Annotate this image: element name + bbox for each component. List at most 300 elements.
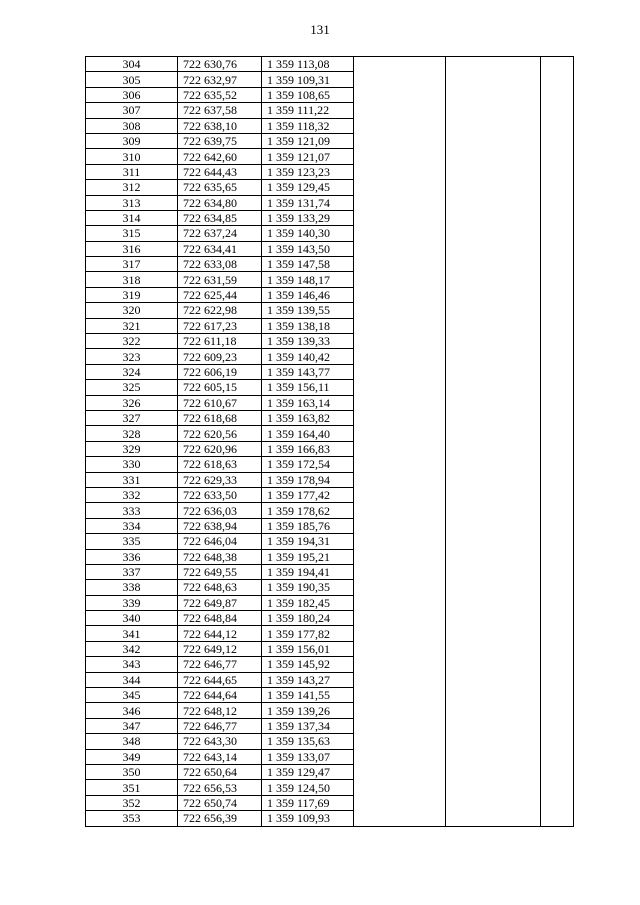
- point-number-cell: 309: [86, 133, 178, 148]
- y-coordinate-cell: 1 359 172,54: [262, 457, 354, 472]
- x-coordinate-cell: 722 646,77: [178, 718, 262, 733]
- empty-cell: [354, 764, 446, 779]
- x-coordinate-cell: 722 644,43: [178, 164, 262, 179]
- table-row: [86, 257, 574, 272]
- empty-cell: [446, 195, 541, 210]
- x-coordinate-cell: 722 611,18: [178, 334, 262, 349]
- empty-cell: [541, 472, 574, 487]
- empty-cell: [541, 241, 574, 256]
- table-row: [86, 641, 574, 656]
- empty-cell: [446, 703, 541, 718]
- y-coordinate-cell: 1 359 156,11: [262, 380, 354, 395]
- empty-cell: [446, 410, 541, 425]
- empty-cell: [541, 795, 574, 810]
- y-coordinate-cell: 1 359 148,17: [262, 272, 354, 287]
- empty-cell: [541, 349, 574, 364]
- y-coordinate-cell: 1 359 137,34: [262, 718, 354, 733]
- x-coordinate-cell: 722 634,85: [178, 210, 262, 225]
- y-coordinate-cell: 1 359 139,26: [262, 703, 354, 718]
- x-coordinate-cell: 722 620,96: [178, 441, 262, 456]
- point-number-cell: 339: [86, 595, 178, 610]
- empty-cell: [541, 318, 574, 333]
- empty-cell: [354, 133, 446, 148]
- x-coordinate-cell: 722 634,41: [178, 241, 262, 256]
- empty-cell: [446, 349, 541, 364]
- point-number-cell: 322: [86, 334, 178, 349]
- point-number-cell: 315: [86, 226, 178, 241]
- empty-cell: [354, 180, 446, 195]
- point-number-cell: 348: [86, 734, 178, 749]
- point-number-cell: 334: [86, 518, 178, 533]
- x-coordinate-cell: 722 646,77: [178, 657, 262, 672]
- y-coordinate-cell: 1 359 156,01: [262, 641, 354, 656]
- y-coordinate-cell: 1 359 177,82: [262, 626, 354, 641]
- empty-cell: [354, 641, 446, 656]
- table-row: [86, 503, 574, 518]
- y-coordinate-cell: 1 359 163,14: [262, 395, 354, 410]
- empty-cell: [541, 149, 574, 164]
- empty-cell: [354, 410, 446, 425]
- empty-cell: [541, 780, 574, 795]
- empty-cell: [541, 226, 574, 241]
- empty-cell: [541, 672, 574, 687]
- y-coordinate-cell: 1 359 129,47: [262, 764, 354, 779]
- empty-cell: [446, 118, 541, 133]
- y-coordinate-cell: 1 359 143,27: [262, 672, 354, 687]
- empty-cell: [541, 426, 574, 441]
- y-coordinate-cell: 1 359 190,35: [262, 580, 354, 595]
- empty-cell: [446, 580, 541, 595]
- y-coordinate-cell: 1 359 178,62: [262, 503, 354, 518]
- empty-cell: [541, 611, 574, 626]
- x-coordinate-cell: 722 648,38: [178, 549, 262, 564]
- empty-cell: [354, 457, 446, 472]
- point-number-cell: 308: [86, 118, 178, 133]
- table-row: [86, 580, 574, 595]
- empty-cell: [446, 380, 541, 395]
- point-number-cell: 324: [86, 364, 178, 379]
- y-coordinate-cell: 1 359 145,92: [262, 657, 354, 672]
- x-coordinate-cell: 722 648,84: [178, 611, 262, 626]
- table-row: [86, 334, 574, 349]
- x-coordinate-cell: 722 635,65: [178, 180, 262, 195]
- empty-cell: [446, 795, 541, 810]
- x-coordinate-cell: 722 643,14: [178, 749, 262, 764]
- empty-cell: [541, 580, 574, 595]
- table-row: [86, 518, 574, 533]
- point-number-cell: 321: [86, 318, 178, 333]
- empty-cell: [354, 564, 446, 579]
- y-coordinate-cell: 1 359 194,31: [262, 534, 354, 549]
- y-coordinate-cell: 1 359 117,69: [262, 795, 354, 810]
- x-coordinate-cell: 722 642,60: [178, 149, 262, 164]
- empty-cell: [446, 688, 541, 703]
- x-coordinate-cell: 722 637,58: [178, 103, 262, 118]
- empty-cell: [354, 626, 446, 641]
- table-row: [86, 118, 574, 133]
- point-number-cell: 316: [86, 241, 178, 256]
- y-coordinate-cell: 1 359 138,18: [262, 318, 354, 333]
- empty-cell: [446, 180, 541, 195]
- y-coordinate-cell: 1 359 109,93: [262, 811, 354, 826]
- empty-cell: [446, 133, 541, 148]
- empty-cell: [354, 734, 446, 749]
- empty-cell: [354, 287, 446, 302]
- empty-cell: [446, 318, 541, 333]
- empty-cell: [354, 472, 446, 487]
- empty-cell: [541, 57, 574, 72]
- point-number-cell: 314: [86, 210, 178, 225]
- x-coordinate-cell: 722 635,52: [178, 87, 262, 102]
- table-row: [86, 349, 574, 364]
- empty-cell: [446, 718, 541, 733]
- table-row: [86, 133, 574, 148]
- table-row: [86, 795, 574, 810]
- y-coordinate-cell: 1 359 135,63: [262, 734, 354, 749]
- empty-cell: [541, 87, 574, 102]
- point-number-cell: 318: [86, 272, 178, 287]
- empty-cell: [446, 780, 541, 795]
- point-number-cell: 347: [86, 718, 178, 733]
- table-row: [86, 564, 574, 579]
- empty-cell: [446, 441, 541, 456]
- point-number-cell: 306: [86, 87, 178, 102]
- empty-cell: [541, 164, 574, 179]
- x-coordinate-cell: 722 609,23: [178, 349, 262, 364]
- empty-cell: [541, 272, 574, 287]
- table-row: [86, 749, 574, 764]
- empty-cell: [446, 210, 541, 225]
- x-coordinate-cell: 722 622,98: [178, 303, 262, 318]
- x-coordinate-cell: 722 644,64: [178, 688, 262, 703]
- point-number-cell: 327: [86, 410, 178, 425]
- empty-cell: [354, 380, 446, 395]
- empty-cell: [354, 349, 446, 364]
- empty-cell: [541, 487, 574, 502]
- x-coordinate-cell: 722 606,19: [178, 364, 262, 379]
- point-number-cell: 331: [86, 472, 178, 487]
- empty-cell: [541, 657, 574, 672]
- point-number-cell: 349: [86, 749, 178, 764]
- empty-cell: [541, 103, 574, 118]
- y-coordinate-cell: 1 359 124,50: [262, 780, 354, 795]
- x-coordinate-cell: 722 650,74: [178, 795, 262, 810]
- table-row: [86, 426, 574, 441]
- point-number-cell: 350: [86, 764, 178, 779]
- empty-cell: [354, 149, 446, 164]
- x-coordinate-cell: 722 631,59: [178, 272, 262, 287]
- empty-cell: [541, 718, 574, 733]
- empty-cell: [541, 441, 574, 456]
- empty-cell: [541, 133, 574, 148]
- empty-cell: [354, 272, 446, 287]
- x-coordinate-cell: 722 648,63: [178, 580, 262, 595]
- y-coordinate-cell: 1 359 133,07: [262, 749, 354, 764]
- empty-cell: [354, 210, 446, 225]
- y-coordinate-cell: 1 359 194,41: [262, 564, 354, 579]
- point-number-cell: 342: [86, 641, 178, 656]
- empty-cell: [354, 487, 446, 502]
- empty-cell: [541, 626, 574, 641]
- empty-cell: [446, 241, 541, 256]
- empty-cell: [541, 734, 574, 749]
- table-row: [86, 395, 574, 410]
- point-number-cell: 351: [86, 780, 178, 795]
- empty-cell: [446, 57, 541, 72]
- empty-cell: [446, 87, 541, 102]
- point-number-cell: 335: [86, 534, 178, 549]
- y-coordinate-cell: 1 359 178,94: [262, 472, 354, 487]
- empty-cell: [446, 672, 541, 687]
- empty-cell: [541, 688, 574, 703]
- point-number-cell: 340: [86, 611, 178, 626]
- x-coordinate-cell: 722 633,50: [178, 487, 262, 502]
- empty-cell: [446, 164, 541, 179]
- y-coordinate-cell: 1 359 109,31: [262, 72, 354, 87]
- empty-cell: [354, 549, 446, 564]
- table-row: [86, 164, 574, 179]
- table-row: [86, 380, 574, 395]
- empty-cell: [541, 811, 574, 826]
- y-coordinate-cell: 1 359 147,58: [262, 257, 354, 272]
- point-number-cell: 320: [86, 303, 178, 318]
- x-coordinate-cell: 722 636,03: [178, 503, 262, 518]
- empty-cell: [354, 303, 446, 318]
- empty-cell: [354, 811, 446, 826]
- point-number-cell: 310: [86, 149, 178, 164]
- empty-cell: [354, 118, 446, 133]
- y-coordinate-cell: 1 359 140,30: [262, 226, 354, 241]
- x-coordinate-cell: 722 625,44: [178, 287, 262, 302]
- x-coordinate-cell: 722 630,76: [178, 57, 262, 72]
- empty-cell: [446, 226, 541, 241]
- x-coordinate-cell: 722 629,33: [178, 472, 262, 487]
- x-coordinate-cell: 722 617,23: [178, 318, 262, 333]
- y-coordinate-cell: 1 359 185,76: [262, 518, 354, 533]
- point-number-cell: 305: [86, 72, 178, 87]
- y-coordinate-cell: 1 359 129,45: [262, 180, 354, 195]
- empty-cell: [354, 518, 446, 533]
- empty-cell: [446, 487, 541, 502]
- x-coordinate-cell: 722 632,97: [178, 72, 262, 87]
- empty-cell: [541, 410, 574, 425]
- x-coordinate-cell: 722 618,68: [178, 410, 262, 425]
- table-row: [86, 734, 574, 749]
- empty-cell: [354, 257, 446, 272]
- point-number-cell: 352: [86, 795, 178, 810]
- empty-cell: [541, 210, 574, 225]
- empty-cell: [541, 380, 574, 395]
- point-number-cell: 312: [86, 180, 178, 195]
- point-number-cell: 307: [86, 103, 178, 118]
- y-coordinate-cell: 1 359 182,45: [262, 595, 354, 610]
- table-row: [86, 410, 574, 425]
- point-number-cell: 333: [86, 503, 178, 518]
- empty-cell: [354, 226, 446, 241]
- table-row: [86, 195, 574, 210]
- table-row: [86, 703, 574, 718]
- y-coordinate-cell: 1 359 139,33: [262, 334, 354, 349]
- empty-cell: [354, 595, 446, 610]
- empty-cell: [446, 564, 541, 579]
- table-row: [86, 441, 574, 456]
- empty-cell: [446, 626, 541, 641]
- x-coordinate-cell: 722 638,10: [178, 118, 262, 133]
- table-row: [86, 780, 574, 795]
- point-number-cell: 343: [86, 657, 178, 672]
- empty-cell: [446, 641, 541, 656]
- table-row: [86, 457, 574, 472]
- y-coordinate-cell: 1 359 113,08: [262, 57, 354, 72]
- empty-cell: [354, 241, 446, 256]
- point-number-cell: 345: [86, 688, 178, 703]
- point-number-cell: 330: [86, 457, 178, 472]
- table-row: [86, 626, 574, 641]
- empty-cell: [354, 749, 446, 764]
- empty-cell: [354, 57, 446, 72]
- empty-cell: [541, 395, 574, 410]
- empty-cell: [541, 303, 574, 318]
- y-coordinate-cell: 1 359 195,21: [262, 549, 354, 564]
- table-row: [86, 318, 574, 333]
- empty-cell: [541, 595, 574, 610]
- empty-cell: [354, 780, 446, 795]
- y-coordinate-cell: 1 359 177,42: [262, 487, 354, 502]
- empty-cell: [446, 595, 541, 610]
- y-coordinate-cell: 1 359 121,09: [262, 133, 354, 148]
- point-number-cell: 329: [86, 441, 178, 456]
- empty-cell: [541, 641, 574, 656]
- empty-cell: [446, 149, 541, 164]
- table-row: [86, 210, 574, 225]
- point-number-cell: 332: [86, 487, 178, 502]
- y-coordinate-cell: 1 359 139,55: [262, 303, 354, 318]
- y-coordinate-cell: 1 359 163,82: [262, 410, 354, 425]
- table-row: [86, 811, 574, 826]
- empty-cell: [541, 764, 574, 779]
- table-row: [86, 657, 574, 672]
- y-coordinate-cell: 1 359 146,46: [262, 287, 354, 302]
- x-coordinate-cell: 722 639,75: [178, 133, 262, 148]
- empty-cell: [354, 195, 446, 210]
- empty-cell: [354, 72, 446, 87]
- y-coordinate-cell: 1 359 143,50: [262, 241, 354, 256]
- table-row: [86, 549, 574, 564]
- point-number-cell: 341: [86, 626, 178, 641]
- empty-cell: [541, 564, 574, 579]
- empty-cell: [354, 426, 446, 441]
- empty-cell: [354, 318, 446, 333]
- table-row: [86, 764, 574, 779]
- point-number-cell: 337: [86, 564, 178, 579]
- x-coordinate-cell: 722 649,55: [178, 564, 262, 579]
- empty-cell: [541, 180, 574, 195]
- y-coordinate-cell: 1 359 133,29: [262, 210, 354, 225]
- point-number-cell: 311: [86, 164, 178, 179]
- empty-cell: [446, 472, 541, 487]
- empty-cell: [541, 334, 574, 349]
- y-coordinate-cell: 1 359 143,77: [262, 364, 354, 379]
- empty-cell: [354, 87, 446, 102]
- table-row: [86, 272, 574, 287]
- empty-cell: [354, 534, 446, 549]
- empty-cell: [541, 703, 574, 718]
- point-number-cell: 326: [86, 395, 178, 410]
- point-number-cell: 319: [86, 287, 178, 302]
- y-coordinate-cell: 1 359 164,40: [262, 426, 354, 441]
- x-coordinate-cell: 722 646,04: [178, 534, 262, 549]
- empty-cell: [354, 718, 446, 733]
- point-number-cell: 325: [86, 380, 178, 395]
- coordinates-table: [85, 56, 574, 827]
- empty-cell: [354, 688, 446, 703]
- empty-cell: [541, 118, 574, 133]
- point-number-cell: 353: [86, 811, 178, 826]
- point-number-cell: 344: [86, 672, 178, 687]
- table-row: [86, 149, 574, 164]
- point-number-cell: 328: [86, 426, 178, 441]
- empty-cell: [446, 457, 541, 472]
- empty-cell: [446, 764, 541, 779]
- point-number-cell: 346: [86, 703, 178, 718]
- x-coordinate-cell: 722 650,64: [178, 764, 262, 779]
- y-coordinate-cell: 1 359 140,42: [262, 349, 354, 364]
- point-number-cell: 338: [86, 580, 178, 595]
- table-row: [86, 180, 574, 195]
- x-coordinate-cell: 722 644,65: [178, 672, 262, 687]
- x-coordinate-cell: 722 620,56: [178, 426, 262, 441]
- empty-cell: [446, 734, 541, 749]
- y-coordinate-cell: 1 359 121,07: [262, 149, 354, 164]
- table-row: [86, 87, 574, 102]
- empty-cell: [541, 257, 574, 272]
- empty-cell: [446, 534, 541, 549]
- x-coordinate-cell: 722 656,39: [178, 811, 262, 826]
- x-coordinate-cell: 722 633,08: [178, 257, 262, 272]
- empty-cell: [541, 287, 574, 302]
- empty-cell: [354, 364, 446, 379]
- empty-cell: [354, 395, 446, 410]
- empty-cell: [446, 272, 541, 287]
- empty-cell: [446, 426, 541, 441]
- empty-cell: [354, 795, 446, 810]
- empty-cell: [446, 334, 541, 349]
- table-row: [86, 72, 574, 87]
- table-row: [86, 672, 574, 687]
- empty-cell: [541, 195, 574, 210]
- table-row: [86, 103, 574, 118]
- table-row: [86, 241, 574, 256]
- empty-cell: [354, 103, 446, 118]
- empty-cell: [446, 657, 541, 672]
- x-coordinate-cell: 722 649,87: [178, 595, 262, 610]
- empty-cell: [541, 749, 574, 764]
- table-row: [86, 287, 574, 302]
- x-coordinate-cell: 722 638,94: [178, 518, 262, 533]
- empty-cell: [446, 287, 541, 302]
- empty-cell: [354, 503, 446, 518]
- table-row: [86, 611, 574, 626]
- empty-cell: [354, 703, 446, 718]
- x-coordinate-cell: 722 618,63: [178, 457, 262, 472]
- point-number-cell: 323: [86, 349, 178, 364]
- point-number-cell: 336: [86, 549, 178, 564]
- y-coordinate-cell: 1 359 166,83: [262, 441, 354, 456]
- x-coordinate-cell: 722 644,12: [178, 626, 262, 641]
- y-coordinate-cell: 1 359 111,22: [262, 103, 354, 118]
- y-coordinate-cell: 1 359 180,24: [262, 611, 354, 626]
- empty-cell: [541, 457, 574, 472]
